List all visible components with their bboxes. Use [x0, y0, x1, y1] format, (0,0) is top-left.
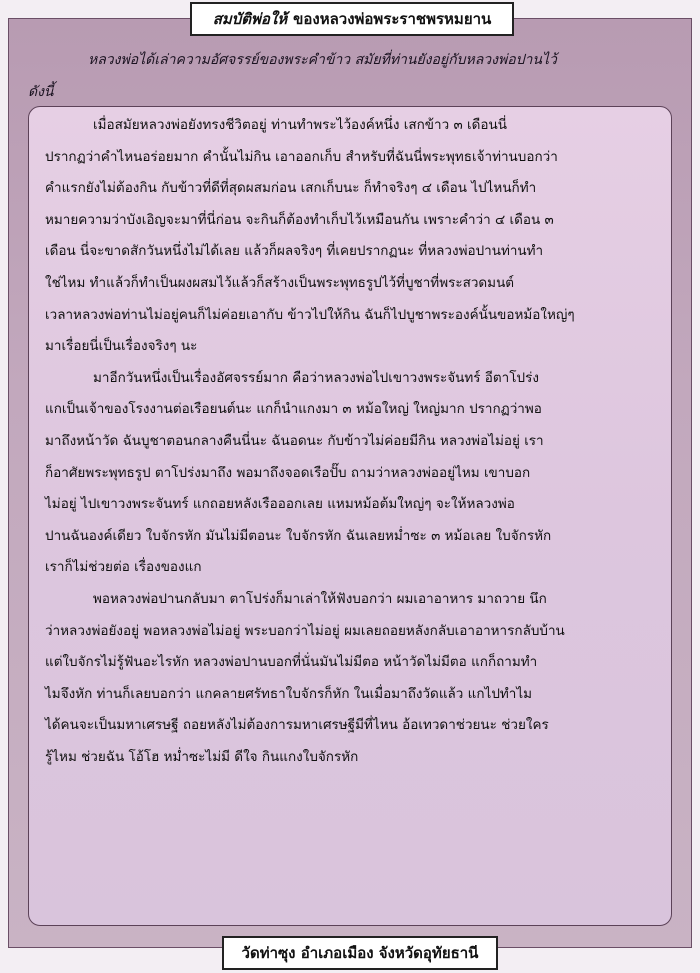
story-line: ปานฉันองค์เดียว ใบจักรหัก มันไม่มีตอนะ ใบจักรหัก ฉันเลยหม่ำซะ ๓ หม้อเลย ใบจักรหัก: [45, 527, 552, 544]
story-line: เราก็ไม่ช่วยต่อ เรื่องของแก: [45, 559, 202, 576]
story-line: มาถึงหน้าวัด ฉันบูชาตอนกลางคืนนี่นะ ฉันอดนะ กับข้าวไม่ค่อยมีกิน หลวงพ่อไม่อยู่ เรา: [45, 432, 544, 449]
story-line: ไมจึงหัก ท่านก็เลยบอกว่า แกคลายศรัทธาใบจักรก็หัก ในเมื่อมาถึงวัดแล้ว แกไปทำไม: [45, 685, 533, 702]
story-line: คำแรกยังไม่ต้องกิน กับข้าวที่ดีที่สุดผสมก่อน เสกเก็บนะ ก็ทำจริงๆ ๔ เดือน ไปไหนก็ทำ: [45, 180, 537, 197]
story-line: มาเรื่อยนี่เป็นเรื่องจริงๆ นะ: [45, 338, 198, 355]
story-line: ไม่อยู่ ไปเขาวงพระจันทร์ แกถอยหลังเรือออกเลย แหมหม้อต้มใหญ่ๆ จะให้หลวงพ่อ: [45, 496, 515, 513]
footer-label: วัดท่าซุง อำเภอเมือง จังหวัดอุทัยธานี: [222, 936, 498, 970]
story-panel: [28, 106, 672, 926]
story-line: เดือน นี่จะขาดสักวันหนึ่งไม่ได้เลย แล้วก็ผลจริงๆ ที่เคยปรากฏนะ ที่หลวงพ่อปานท่านทำ: [45, 243, 544, 260]
story-line: รู้ไหม ช่วยฉัน โอ้โฮ หม่ำซะไม่มี ดีใจ กินแกงใบจักรหัก: [45, 748, 359, 765]
story-line: เมื่อสมัยหลวงพ่อยังทรงชีวิตอยู่ ท่านทำพระไว้องค์หนึ่ง เสกข้าว ๓ เดือนนี่: [93, 117, 507, 133]
title-emphasis: สมบัติพ่อให้: [212, 10, 288, 28]
story-line: ได้คนจะเป็นมหาเศรษฐี ถอยหลังไม่ต้องการมหาเศรษฐีมีที่ไหน อ้อเทวดาช่วยนะ ช่วยใคร: [45, 717, 549, 734]
title-rest: ของหลวงพ่อพระราชพรหมยาน: [293, 10, 492, 28]
intro-line: ดังนี้: [28, 84, 54, 100]
story-line: พอหลวงพ่อปานกลับมา ตาโปร่งก็มาเล่าให้ฟังบอกว่า ผมเอาอาหาร มาถวาย นึก: [93, 590, 547, 607]
story-line: ใช่ไหม ทำแล้วก็ทำเป็นผงผสมไว้แล้วก็สร้างเป็นพระพุทธรูปไว้ที่บูชาที่พระสวดมนต์: [45, 274, 515, 291]
story-line: มาอีกวันหนึ่งเป็นเรื่องอัศจรรย์มาก คือว่าหลวงพ่อไปเขาวงพระจันทร์ อีตาโปร่ง: [93, 369, 539, 386]
story-line: เวลาหลวงพ่อท่านไม่อยู่คนก็ไม่ค่อยเอากับ ข้าวไปให้กิน ฉันก็ไปบูชาพระองค์นั้นขอหม้อใหญ่ๆ: [45, 306, 575, 323]
page-title: [190, 2, 514, 36]
intro-paragraph: [28, 44, 678, 108]
story-line: แกเป็นเจ้าของโรงงานต่อเรือยนต์นะ แกก็นำแกงมา ๓ หม้อใหญ่ ใหญ่มาก ปรากฏว่าพอ: [45, 401, 542, 418]
story-line: แต่ใบจักรไม่รู้ฟันอะไรหัก หลวงพ่อปานบอกที่นั่นมันไม่มีตอ หน้าวัดไม่มีตอ แกก็ถามทำ: [45, 654, 538, 671]
story-line: ก็อาศัยพระพุทธรูป ตาโปร่งมาถึง พอมาถึงจอดเรือปั๊บ ถามว่าหลวงพ่ออยู่ไหม เขาบอก: [45, 464, 531, 481]
story-line: หมายความว่าบังเอิญจะมาที่นี่ก่อน จะกินก็ต้องทำเก็บไว้เหมือนกัน เพราะคำว่า ๔ เดือน ๓: [45, 211, 554, 228]
story-line: ปรากฏว่าคำไหนอร่อยมาก คำนั้นไม่กิน เอาออกเก็บ สำหรับที่ฉันนี่พระพุทธเจ้าท่านบอกว่า: [45, 148, 558, 165]
story-line: ว่าหลวงพ่อยังอยู่ พอหลวงพ่อไม่อยู่ พระบอกว่าไม่อยู่ ผมเลยถอยหลังกลับเอาอาหารกลับบ้าน: [45, 622, 565, 639]
intro-line: หลวงพ่อได้เล่าความอัศจรรย์ของพระคำข้าว สมัยที่ท่านยังอยู่กับหลวงพ่อปานไว้: [88, 52, 557, 68]
